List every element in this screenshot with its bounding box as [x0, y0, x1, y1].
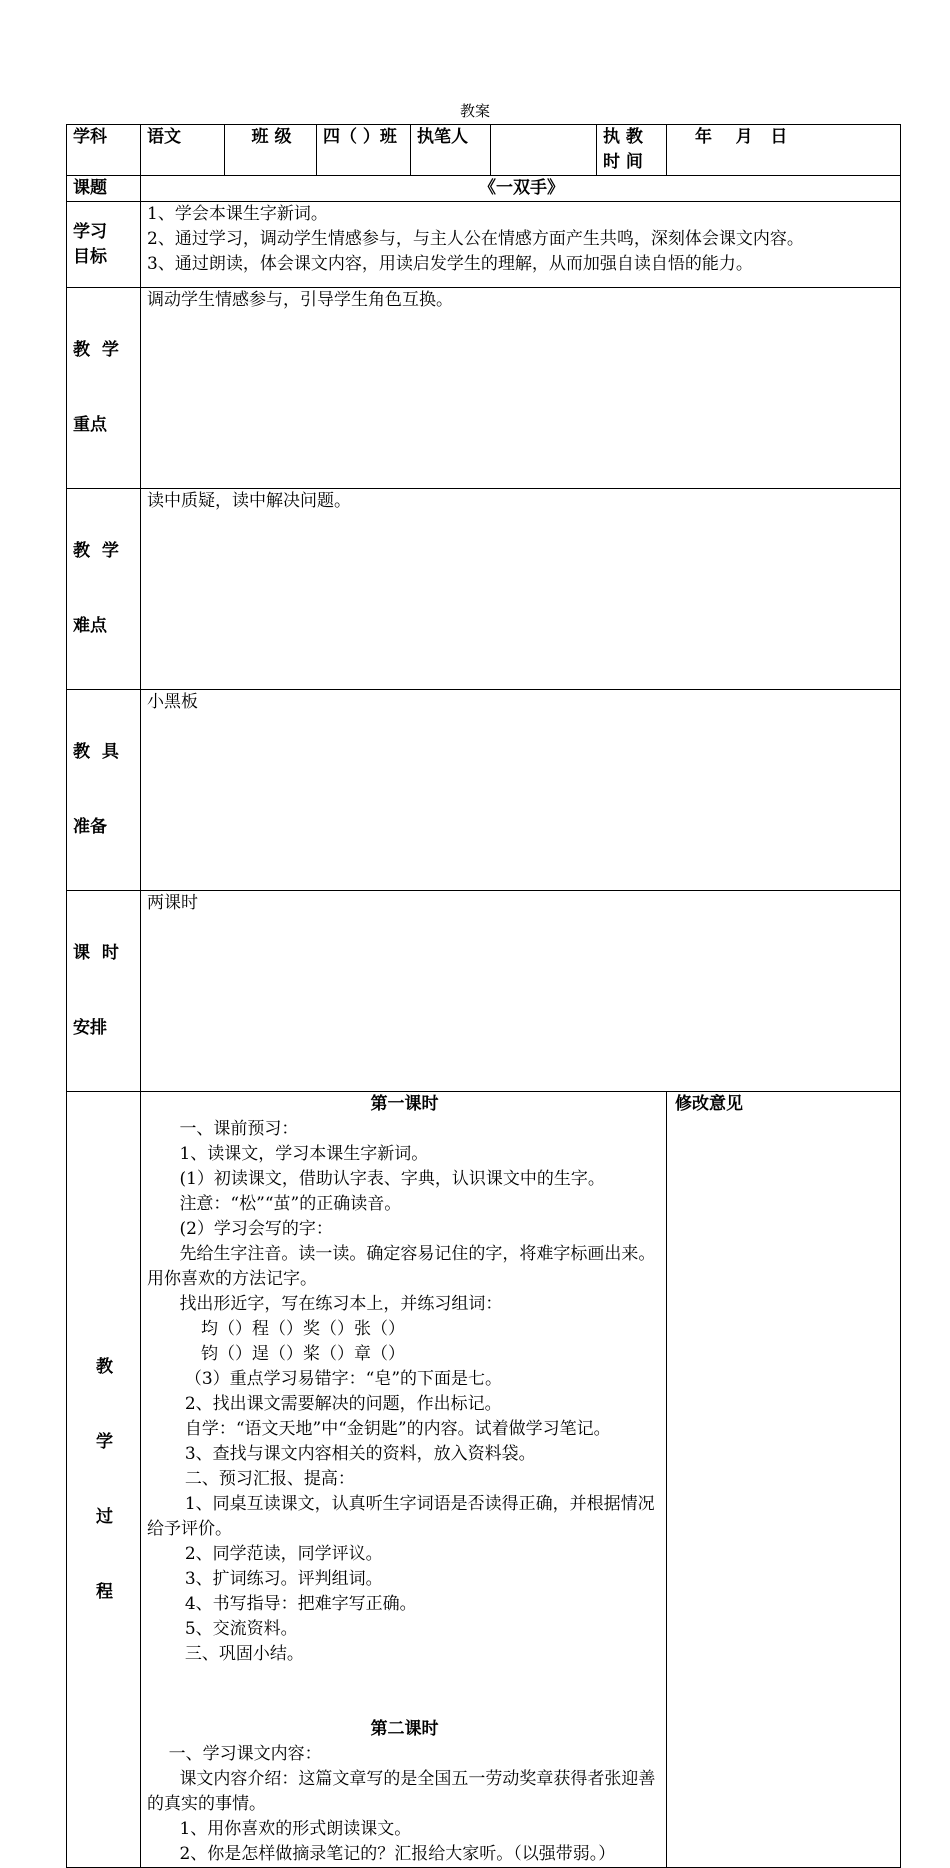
session-1-line: （3）重点学习易错字：“皂”的下面是七。 — [147, 1369, 503, 1389]
difficulties-value: 读中质疑，读中解决问题。 — [141, 489, 901, 690]
schedule-label-line-1: 课 时 — [73, 943, 119, 963]
class-value: 四（ ）班 — [317, 125, 411, 176]
session-1-line: 3、扩词练习。评判组词。 — [147, 1569, 383, 1589]
session-2-line: 课文内容介绍：这篇文章写的是全国五一劳动奖章获得者张迎善的真实的事情。 — [147, 1769, 656, 1814]
session-1-line: 4、书写指导：把难字写正确。 — [147, 1594, 417, 1614]
materials-label — [67, 690, 141, 891]
session-2-line: 一、学习课文内容： — [147, 1744, 322, 1764]
schedule-label-line-2: 安排 — [73, 1018, 107, 1038]
time-label-line-1: 执 教 — [603, 127, 643, 147]
session-1-line: 一、课前预习： — [147, 1119, 299, 1139]
process-row — [67, 1092, 901, 1868]
session-1-line: 钧（）逞（）桨（）章（） — [147, 1344, 406, 1364]
author-label: 执笔人 — [411, 125, 491, 176]
session-1-line: 三、巩固小结。 — [147, 1644, 304, 1664]
topic-value: 《一双手》 — [141, 176, 901, 202]
topic-label: 课题 — [67, 176, 141, 202]
session-1-line: 二、预习汇报、提高： — [147, 1469, 355, 1489]
time-label — [597, 125, 667, 176]
session-1-line: 自学：“语文天地”中“金钥匙”的内容。试着做学习笔记。 — [147, 1419, 611, 1439]
goals-content — [141, 202, 901, 288]
process-label — [67, 1092, 141, 1868]
class-label: 班 级 — [225, 125, 317, 176]
goals-row — [67, 202, 901, 288]
time-value: 年 月 日 — [667, 125, 901, 176]
session-2-title: 第二课时 — [370, 1719, 439, 1739]
document-header: 教案 — [459, 102, 490, 120]
difficulties-label — [67, 489, 141, 690]
key-points-label — [67, 288, 141, 489]
goals-label-line-2: 目标 — [73, 246, 107, 267]
topic-row — [67, 176, 901, 202]
info-row — [67, 125, 901, 176]
session-1-line: 2、同学范读，同学评议。 — [147, 1544, 383, 1564]
goals-label-line-1: 学习 — [73, 221, 107, 242]
session-1-line: (1）初读课文，借助认字表、字典，认识课文中的生字。 — [147, 1169, 605, 1189]
key-points-value: 调动学生情感参与，引导学生角色互换。 — [141, 288, 901, 489]
difficulties-label-line-1: 教 学 — [73, 541, 119, 561]
materials-label-line-2: 准备 — [73, 817, 107, 837]
revision-notes: 修改意见 — [667, 1092, 901, 1868]
process-label-char: 程 — [96, 1581, 113, 1602]
session-2-line: 2、你是怎样做摘录笔记的？汇报给大家听。（以强带弱。） — [147, 1844, 616, 1864]
materials-label-line-1: 教 具 — [73, 742, 119, 762]
session-1-line: 找出形近字，写在练习本上，并练习组词： — [147, 1294, 503, 1314]
lesson-plan-table — [66, 124, 901, 1868]
process-label-char: 教 — [96, 1356, 113, 1377]
session-1-line: 5、交流资料。 — [147, 1619, 298, 1639]
goal-item: 1、学会本课生字新词。 — [147, 204, 328, 224]
schedule-row — [67, 891, 901, 1092]
materials-row — [67, 690, 901, 891]
subject-label: 学科 — [67, 125, 141, 176]
spacer — [147, 1667, 662, 1717]
difficulties-label-line-2: 难点 — [73, 616, 107, 636]
session-1-title: 第一课时 — [370, 1094, 439, 1114]
process-label-char: 学 — [96, 1431, 113, 1452]
goal-item: 3、通过朗读，体会课文内容，用读启发学生的理解，从而加强自读自悟的能力。 — [147, 254, 753, 274]
key-points-row — [67, 288, 901, 489]
process-content — [141, 1092, 667, 1868]
session-1-line: 注意：“松”“茧”的正确读音。 — [147, 1194, 402, 1214]
author-value — [491, 125, 597, 176]
session-1-line: (2）学习会写的字： — [147, 1219, 333, 1239]
session-1-line: 1、同桌互读课文，认真听生字词语是否读得正确，并根据情况给予评价。 — [147, 1494, 655, 1539]
key-points-label-line-2: 重点 — [73, 415, 107, 435]
session-1-line: 2、找出课文需要解决的问题，作出标记。 — [147, 1394, 502, 1414]
difficulties-row — [67, 489, 901, 690]
materials-value: 小黑板 — [141, 690, 901, 891]
time-label-line-2: 时 间 — [603, 152, 643, 172]
key-points-label-line-1: 教 学 — [73, 340, 119, 360]
session-1-line: 先给生字注音。读一读。确定容易记住的字，将难字标画出来。用你喜欢的方法记字。 — [147, 1244, 656, 1289]
goal-item: 2、通过学习，调动学生情感参与，与主人公在情感方面产生共鸣，深刻体会课文内容。 — [147, 229, 804, 249]
session-1-line: 均（）程（）奖（）张（） — [147, 1319, 406, 1339]
schedule-label — [67, 891, 141, 1092]
session-1-line: 1、读课文，学习本课生字新词。 — [147, 1144, 429, 1164]
goals-label — [67, 202, 141, 288]
session-1-line: 3、查找与课文内容相关的资料，放入资料袋。 — [147, 1444, 536, 1464]
process-label-char: 过 — [96, 1506, 113, 1527]
schedule-value: 两课时 — [141, 891, 901, 1092]
session-2-line: 1、用你喜欢的形式朗读课文。 — [147, 1819, 412, 1839]
subject-value: 语文 — [141, 125, 225, 176]
